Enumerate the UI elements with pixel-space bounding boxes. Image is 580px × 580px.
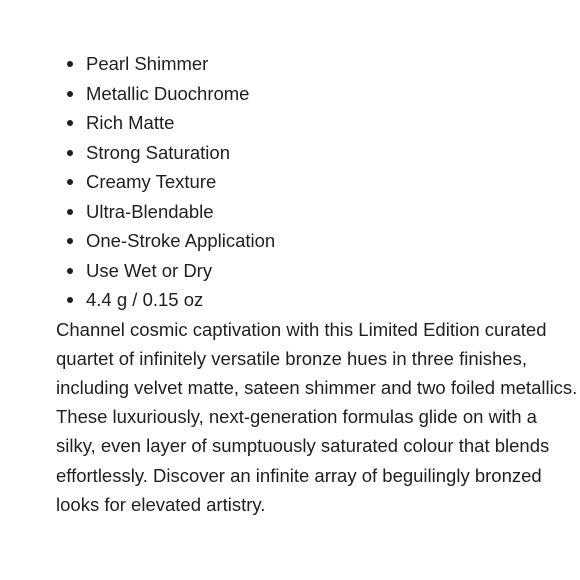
bullet-icon <box>67 297 73 303</box>
bullet-icon <box>67 61 73 67</box>
bullet-icon <box>67 150 73 156</box>
list-item <box>56 138 576 168</box>
feature-label: Pearl Shimmer <box>86 53 209 74</box>
feature-label: Metallic Duochrome <box>86 82 250 104</box>
feature-label: Ultra-Blendable <box>86 200 214 222</box>
feature-label: Use Wet or Dry <box>86 259 213 281</box>
bullet-icon <box>67 179 73 185</box>
bullet-icon <box>67 120 73 126</box>
list-item <box>56 226 576 256</box>
feature-label: One-Stroke Application <box>86 230 276 251</box>
feature-label: Rich Matte <box>86 112 175 133</box>
bullet-icon <box>67 91 73 97</box>
feature-list <box>56 49 576 315</box>
product-description: Channel cosmic captivation with this Limited Edition curated quartet of infinitely versatile bronze hues in three finishes, including velvet matte, sateen shimmer and two foiled metallics. These luxuriously, next-generation formulas glide on with a silky, even layer of sumptuously saturated colour that blends effortlessly. Discover an infinite array of beguilingly bronzed looks for elevated artistry. <box>56 318 578 515</box>
list-item <box>56 108 576 138</box>
list-item <box>56 285 576 315</box>
list-item <box>56 167 576 197</box>
product-details <box>56 49 576 519</box>
bullet-icon <box>67 238 73 244</box>
list-item <box>56 197 576 227</box>
feature-label: 4.4 g / 0.15 oz <box>86 289 204 310</box>
list-item <box>56 79 576 109</box>
bullet-icon <box>67 209 73 215</box>
list-item <box>56 49 576 79</box>
bullet-icon <box>67 268 73 274</box>
list-item <box>56 256 576 286</box>
feature-label: Strong Saturation <box>86 141 230 163</box>
feature-label: Creamy Texture <box>86 171 217 192</box>
